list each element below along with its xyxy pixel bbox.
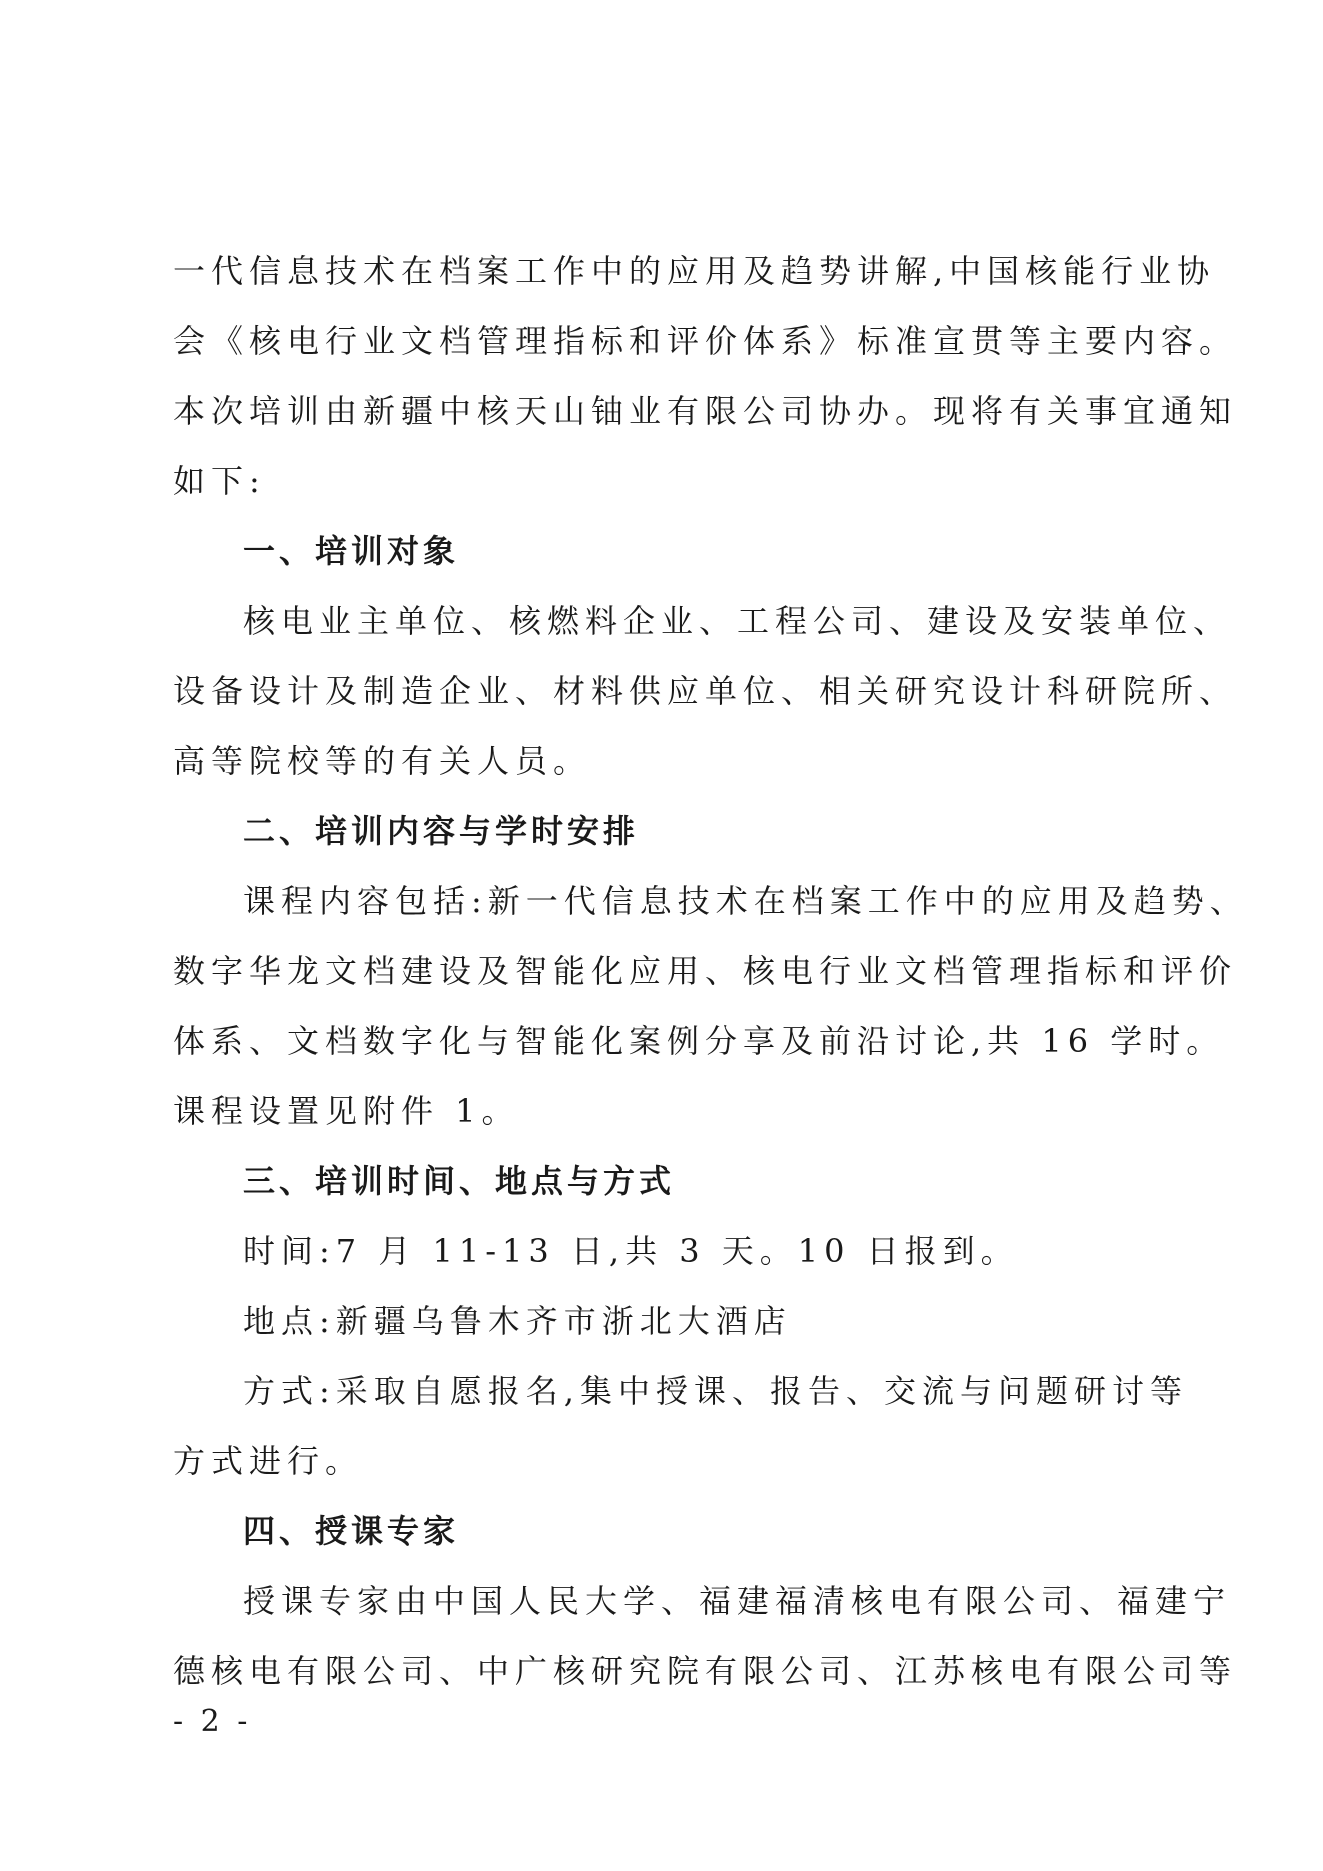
- paragraph-line: 时间:7 月 11-13 日,共 3 天。10 日报到。: [243, 1232, 1019, 1270]
- paragraph-line: 授课专家由中国人民大学、福建福清核电有限公司、福建宁: [243, 1582, 1232, 1620]
- page-number: - 2 -: [173, 1704, 252, 1739]
- paragraph-line: 课程设置见附件 1。: [173, 1092, 520, 1130]
- paragraph-line: 如下:: [173, 462, 266, 500]
- section-heading: 三、培训时间、地点与方式: [243, 1162, 676, 1200]
- paragraph-line: 数字华龙文档建设及智能化应用、核电行业文档管理指标和评价: [173, 952, 1238, 990]
- paragraph-line: 方式进行。: [173, 1442, 364, 1480]
- paragraph-line: 高等院校等的有关人员。: [173, 742, 592, 780]
- paragraph-line: 德核电有限公司、中广核研究院有限公司、江苏核电有限公司等: [173, 1652, 1238, 1690]
- paragraph-line: 地点:新疆乌鲁木齐市浙北大酒店: [243, 1302, 792, 1340]
- paragraph-line: 核电业主单位、核燃料企业、工程公司、建设及安装单位、: [243, 602, 1232, 640]
- paragraph-line: 设备设计及制造企业、材料供应单位、相关研究设计科研院所、: [173, 672, 1238, 710]
- paragraph-line: 方式:采取自愿报名,集中授课、报告、交流与问题研讨等: [243, 1372, 1188, 1410]
- paragraph-line: 一代信息技术在档案工作中的应用及趋势讲解,中国核能行业协: [173, 252, 1216, 290]
- section-heading: 一、培训对象: [243, 532, 460, 570]
- document-body: [173, 236, 1248, 1706]
- paragraph-line: 本次培训由新疆中核天山铀业有限公司协办。现将有关事宜通知: [173, 392, 1238, 430]
- section-heading: 二、培训内容与学时安排: [243, 812, 640, 850]
- paragraph-line: 体系、文档数字化与智能化案例分享及前沿讨论,共 16 学时。: [173, 1022, 1225, 1060]
- paragraph-line: 会《核电行业文档管理指标和评价体系》标准宣贯等主要内容。: [173, 322, 1238, 360]
- paragraph-line: 课程内容包括:新一代信息技术在档案工作中的应用及趋势、: [243, 882, 1248, 920]
- section-heading: 四、授课专家: [243, 1512, 460, 1550]
